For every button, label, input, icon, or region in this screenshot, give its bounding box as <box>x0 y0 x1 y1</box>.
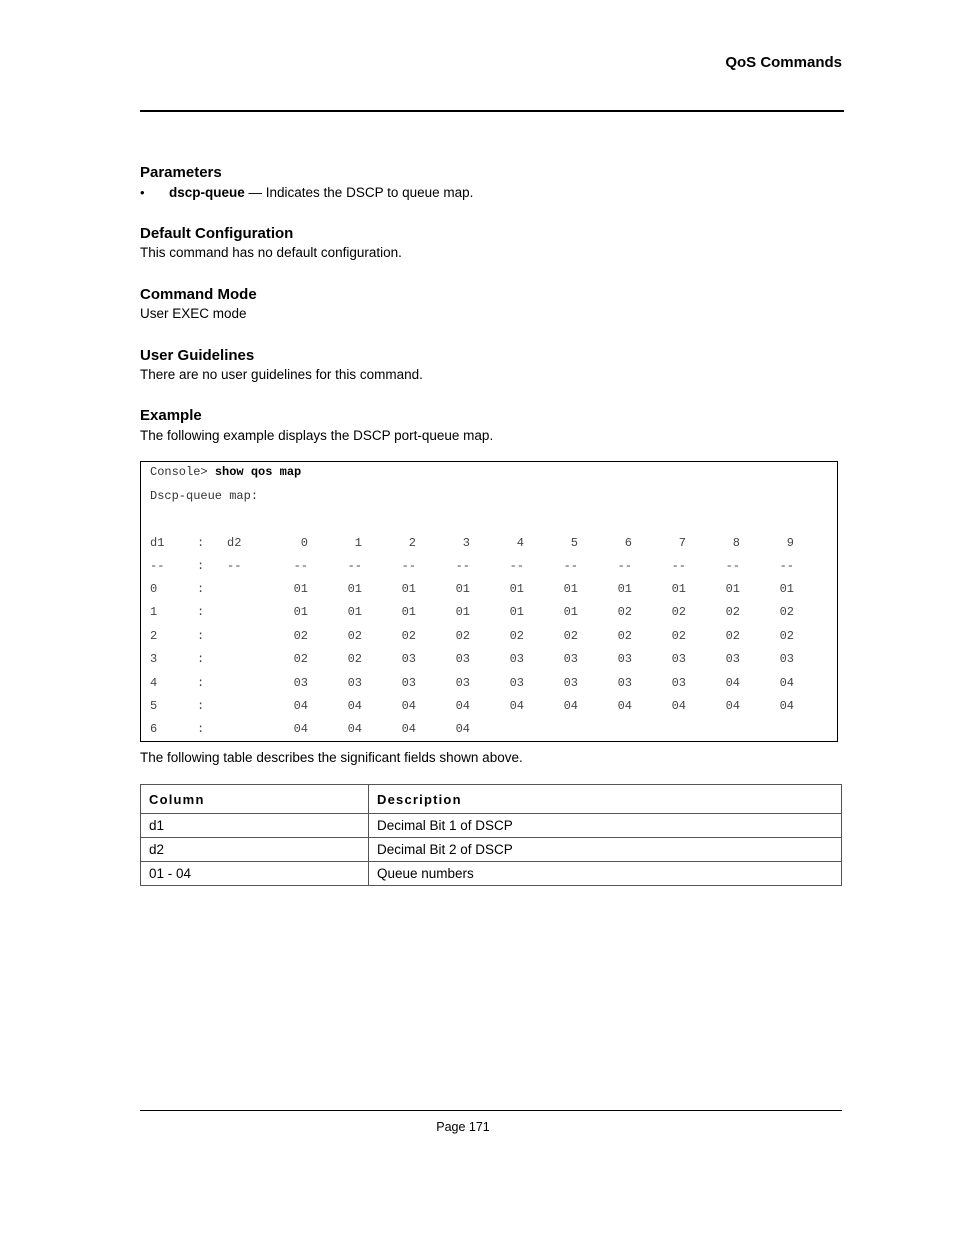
map-value-cell: 04 <box>725 699 740 713</box>
map-divider-cell: -- <box>455 559 470 573</box>
page-number: Page 171 <box>436 1120 490 1134</box>
map-row-cell: 0 <box>150 582 158 596</box>
parameter-term: dscp-queue <box>169 185 245 200</box>
map-value-cell: 03 <box>725 652 740 667</box>
map-value-cell: 02 <box>455 628 470 643</box>
map-value-cell: 04 <box>293 699 308 713</box>
map-divider-cell: -- <box>617 559 632 573</box>
map-divider-cell: -- <box>779 559 794 573</box>
console-command: show qos map <box>214 465 302 479</box>
map-value-cell: 01 <box>293 582 308 596</box>
map-row-cell: : <box>197 605 205 620</box>
map-value-cell: 04 <box>455 699 470 713</box>
map-row-cell: 3 <box>150 652 158 667</box>
map-value-cell: 04 <box>617 699 632 713</box>
table-header-description: Description <box>369 785 842 814</box>
map-header-cell: : <box>197 536 205 550</box>
map-header-cell: d2 <box>227 536 242 550</box>
footer-divider <box>140 1110 842 1111</box>
map-header-cell: 1 <box>354 536 362 550</box>
map-value-cell: 01 <box>563 605 578 620</box>
map-value-cell: 03 <box>671 652 686 667</box>
table-cell: d1 <box>141 814 369 838</box>
map-value-cell: 01 <box>455 582 470 596</box>
map-value-cell: 01 <box>293 605 308 620</box>
default-config-heading: Default Configuration <box>140 225 294 242</box>
console-prompt: Console> <box>150 465 215 479</box>
user-guidelines-text: There are no user guidelines for this command. <box>140 367 423 382</box>
map-value-cell: 03 <box>455 675 470 690</box>
example-heading: Example <box>140 407 202 424</box>
map-value-cell: 02 <box>671 605 686 620</box>
map-value-cell: 02 <box>401 628 416 643</box>
user-guidelines-heading: User Guidelines <box>140 347 255 364</box>
command-mode-text: User EXEC mode <box>140 306 247 321</box>
parameter-item <box>140 185 473 200</box>
map-header-cell: 0 <box>300 536 308 550</box>
map-header-cell: 2 <box>408 536 416 550</box>
map-value-cell: 01 <box>617 582 632 596</box>
table-cell: Decimal Bit 2 of DSCP <box>369 838 842 862</box>
map-value-cell: 01 <box>509 605 524 620</box>
map-value-cell: 04 <box>779 699 794 713</box>
table-cell: 01 - 04 <box>141 862 369 886</box>
map-divider-cell: -- <box>347 559 362 573</box>
map-divider-cell: -- <box>227 559 242 573</box>
map-value-cell: 03 <box>401 652 416 667</box>
map-value-cell: 02 <box>725 628 740 643</box>
table-row <box>141 838 842 862</box>
map-value-cell: 03 <box>779 652 794 667</box>
bullet-icon: • <box>140 185 145 200</box>
map-value-cell: 02 <box>293 628 308 643</box>
map-value-cell: 03 <box>347 675 362 690</box>
table-row <box>141 862 842 886</box>
map-value-cell: 03 <box>509 652 524 667</box>
map-value-cell: 01 <box>347 605 362 620</box>
map-value-cell: 02 <box>725 605 740 620</box>
map-header-cell: 3 <box>462 536 470 550</box>
map-value-cell: 01 <box>347 582 362 596</box>
map-value-cell: 02 <box>563 628 578 643</box>
map-value-cell: 04 <box>779 675 794 690</box>
map-value-cell: 02 <box>617 605 632 620</box>
map-row-cell: : <box>197 582 205 596</box>
table-intro-text: The following table describes the significant fields shown above. <box>140 750 523 765</box>
map-value-cell: 01 <box>671 582 686 596</box>
map-value-cell: 01 <box>509 582 524 596</box>
map-divider-cell: -- <box>509 559 524 573</box>
code-example-box <box>140 461 838 742</box>
map-divider-cell: -- <box>563 559 578 573</box>
map-value-cell: 01 <box>401 605 416 620</box>
map-value-cell: 02 <box>293 652 308 667</box>
map-value-cell: 04 <box>725 675 740 690</box>
map-value-cell: 04 <box>563 699 578 713</box>
map-row-cell: : <box>197 652 205 667</box>
map-value-cell: 02 <box>779 628 794 643</box>
map-header-cell: 8 <box>732 536 740 550</box>
map-row-cell: 4 <box>150 675 158 690</box>
map-value-cell: 04 <box>347 722 362 737</box>
map-row-cell: 1 <box>150 605 158 620</box>
map-value-cell: 01 <box>563 582 578 596</box>
map-divider-cell: -- <box>725 559 740 573</box>
map-value-cell: 04 <box>293 722 308 737</box>
map-row-cell: : <box>197 722 205 737</box>
map-value-cell: 03 <box>401 675 416 690</box>
map-value-cell: 03 <box>293 675 308 690</box>
header-divider <box>140 110 844 112</box>
map-value-cell: 03 <box>617 675 632 690</box>
map-row-cell: : <box>197 628 205 643</box>
default-config-text: This command has no default configuration. <box>140 245 402 260</box>
map-row-cell: 6 <box>150 722 158 737</box>
table-cell: d2 <box>141 838 369 862</box>
map-value-cell: 02 <box>779 605 794 620</box>
console-command-line <box>150 465 301 479</box>
map-value-cell: 04 <box>671 699 686 713</box>
map-row-cell: 2 <box>150 628 158 643</box>
map-value-cell: 02 <box>509 628 524 643</box>
map-header-cell: 9 <box>786 536 794 550</box>
map-divider-cell: -- <box>293 559 308 573</box>
map-value-cell: 01 <box>401 582 416 596</box>
map-value-cell: 04 <box>455 722 470 737</box>
map-value-cell: 01 <box>725 582 740 596</box>
map-value-cell: 04 <box>401 699 416 713</box>
map-header-cell: 7 <box>678 536 686 550</box>
table-header-row <box>141 785 842 814</box>
map-header-cell: 4 <box>516 536 524 550</box>
table-row <box>141 814 842 838</box>
map-value-cell: 01 <box>779 582 794 596</box>
map-value-cell: 04 <box>401 722 416 737</box>
table-cell: Decimal Bit 1 of DSCP <box>369 814 842 838</box>
map-value-cell: 02 <box>671 628 686 643</box>
map-value-cell: 02 <box>347 628 362 643</box>
map-value-cell: 03 <box>671 675 686 690</box>
table-cell: Queue numbers <box>369 862 842 886</box>
map-divider-cell: -- <box>671 559 686 573</box>
map-divider-cell: -- <box>150 559 165 573</box>
table-header-column: Column <box>141 785 369 814</box>
example-text: The following example displays the DSCP port-queue map. <box>140 428 494 443</box>
parameters-heading: Parameters <box>140 164 222 181</box>
map-header-cell: 5 <box>570 536 578 550</box>
map-divider-cell: -- <box>401 559 416 573</box>
map-header-cell: d1 <box>150 536 165 550</box>
map-value-cell: 03 <box>617 652 632 667</box>
map-row-cell: 5 <box>150 699 158 713</box>
map-row-cell: : <box>197 699 205 713</box>
fields-table <box>140 784 842 886</box>
code-subtitle: Dscp-queue map: <box>150 489 259 503</box>
page-header-title: QoS Commands <box>725 54 842 71</box>
map-value-cell: 03 <box>509 675 524 690</box>
map-value-cell: 02 <box>347 652 362 667</box>
parameter-description: — Indicates the DSCP to queue map. <box>244 185 474 200</box>
map-value-cell: 04 <box>509 699 524 713</box>
command-mode-heading: Command Mode <box>140 286 257 303</box>
map-value-cell: 04 <box>347 699 362 713</box>
map-value-cell: 03 <box>455 652 470 667</box>
map-value-cell: 03 <box>563 652 578 667</box>
map-header-cell: 6 <box>624 536 632 550</box>
map-value-cell: 01 <box>455 605 470 620</box>
map-row-cell: : <box>197 675 205 690</box>
map-value-cell: 02 <box>617 628 632 643</box>
map-divider-cell: : <box>197 559 205 573</box>
map-value-cell: 03 <box>563 675 578 690</box>
